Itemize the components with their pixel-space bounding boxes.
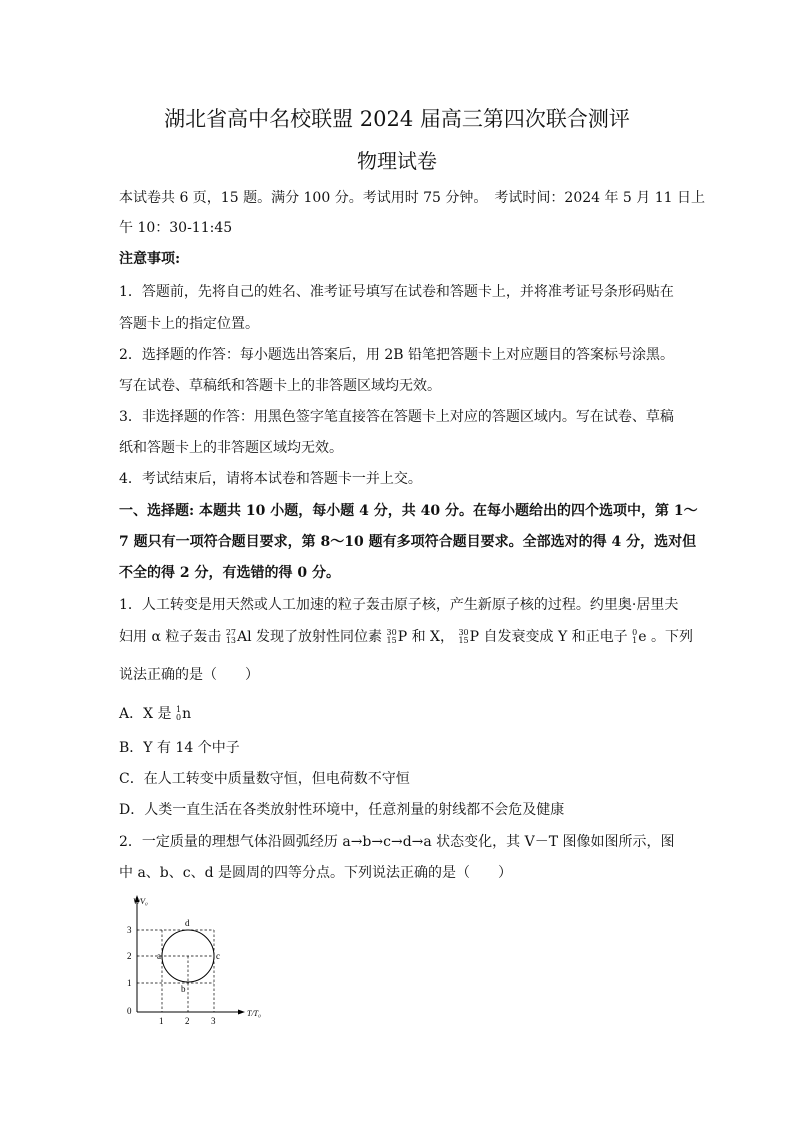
y-axis-label: V/V₀	[133, 897, 148, 906]
q1-line-2-part-c: 和 X，	[411, 629, 454, 645]
intro-line-1: 本试卷共 6 页，15 题。满分 100 分。考试用时 75 分钟。 考试时间：2024 年 5 月 11 日上	[119, 190, 706, 206]
aluminum-nuclide	[226, 629, 252, 645]
section-1-line-3: 不全的得 2 分，有选错的得 0 分。	[119, 565, 340, 581]
e-charge-number: 1	[632, 636, 638, 645]
q1-line-1: 1．人工转变是用天然或人工加速的粒子轰击原子核，产生新原子核的过程。约里奥·居里夫	[119, 597, 679, 613]
p2-mass-number: 30	[458, 628, 469, 637]
y-tick-2: 2	[127, 951, 132, 961]
q1-option-a-text: A．X 是	[119, 706, 172, 722]
q2-line-2: 中 a、b、c、d 是圆周的四等分点。下列说法正确的是（ ）	[119, 865, 513, 881]
phosphorus-nuclide	[387, 629, 408, 645]
y-tick-1: 1	[127, 978, 132, 988]
al-symbol: Al	[237, 629, 252, 645]
dashed-grid	[137, 930, 214, 1012]
x-axis-arrow	[238, 1010, 245, 1015]
n-mass-number: 1	[175, 705, 182, 714]
point-b-label: b	[181, 984, 186, 994]
p2-atomic-number: 15	[458, 636, 469, 645]
q1-line-2-part-a: 妇用 α 粒子轰击	[119, 629, 222, 645]
x-axis-label: T/T₀	[247, 1009, 261, 1018]
point-a-label: a	[157, 951, 161, 961]
n-atomic-number: 0	[175, 713, 182, 722]
neutron-nuclide	[176, 706, 191, 722]
x-tick-1: 1	[159, 1016, 164, 1026]
x-tick-3: 3	[211, 1016, 216, 1026]
note-2a: 2．选择题的作答：每小题选出答案后，用 2B 铅笔把答题卡上对应题目的答案标号涂黑。	[119, 347, 675, 363]
note-2b: 写在试卷、草稿纸和答题卡上的非答题区域均无效。	[119, 378, 441, 394]
notes-heading: 注意事项:	[119, 251, 181, 267]
p2-symbol: P	[469, 629, 480, 645]
note-3a: 3．非选择题的作答：用黑色签字笔直接答在答题卡上对应的答题区域内。写在试卷、草稿	[119, 409, 674, 425]
q1-option-c: C．在人工转变中质量数守恒，但电荷数不守恒	[119, 771, 410, 787]
p-mass-number: 30	[386, 628, 397, 637]
al-atomic-number: 13	[225, 636, 236, 645]
al-mass-number: 27	[225, 628, 236, 637]
section-1-line-1: 一、选择题: 本题共 10 小题，每小题 4 分，共 40 分。在每小题给出的四个选项中，第 1～	[119, 503, 698, 519]
y-tick-3: 3	[127, 925, 132, 935]
p-symbol: P	[397, 629, 408, 645]
n-symbol: n	[182, 706, 192, 722]
q1-option-d: D．人类一直生活在各类放射性环境中，任意剂量的射线都不会危及健康	[119, 802, 565, 818]
e-symbol: e	[638, 629, 647, 645]
v-t-graph	[124, 893, 274, 1028]
x-tick-2: 2	[185, 1016, 190, 1026]
note-3b: 纸和答题卡上的非答题区域均无效。	[119, 440, 343, 456]
note-1b: 答题卡上的指定位置。	[119, 316, 259, 332]
note-4: 4．考试结束后，请将本试卷和答题卡一并上交。	[119, 471, 422, 487]
p-atomic-number: 15	[386, 636, 397, 645]
intro-line-2: 午 10：30-11:45	[119, 220, 233, 236]
note-1a: 1．答题前，先将自己的姓名、准考证号填写在试卷和答题卡上，并将准考证号条形码贴在	[119, 284, 674, 300]
q1-line-2	[119, 626, 693, 646]
q1-line-3: 说法正确的是（ ）	[119, 667, 259, 683]
q1-option-b: B．Y 有 14 个中子	[119, 740, 240, 756]
q2-line-1: 2．一定质量的理想气体沿圆弧经历 a→b→c→d→a 状态变化，其 V－T 图像如图所示，图	[119, 834, 675, 850]
section-1-line-2: 7 题只有一项符合题目要求，第 8～10 题有多项符合题目要求。全部选对的得 4 分，选对但	[119, 534, 697, 550]
exam-subtitle: 物理试卷	[357, 149, 437, 173]
positron-nuclide	[632, 629, 646, 645]
exam-title: 湖北省高中名校联盟 2024 届高三第四次联合测评	[164, 107, 630, 131]
q1-line-2-part-e: 。下列	[650, 629, 693, 645]
q1-option-a	[119, 703, 191, 723]
point-d-label: d	[185, 918, 190, 928]
e-mass-number: 0	[632, 628, 638, 637]
point-c-label: c	[216, 951, 220, 961]
q1-line-2-part-d: 自发衰变成 Y 和正电子	[483, 629, 628, 645]
q1-line-2-part-b: 发现了放射性同位素	[256, 629, 383, 645]
phosphorus-nuclide-2	[458, 629, 479, 645]
origin-label: 0	[127, 1006, 132, 1016]
